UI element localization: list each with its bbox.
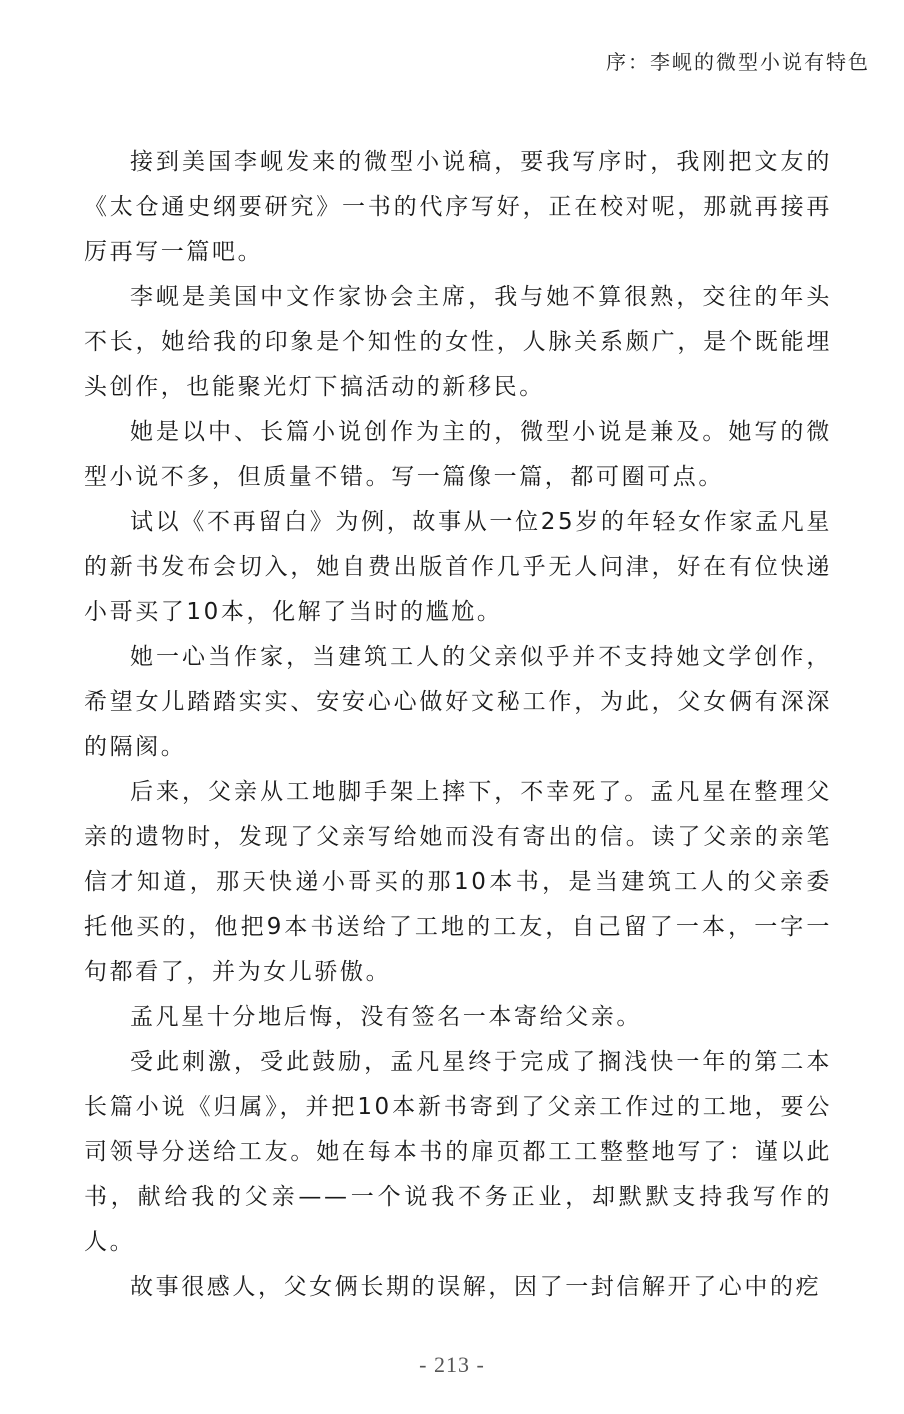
running-header: 序：李岘的微型小说有特色: [606, 50, 870, 74]
paragraph: 她一心当作家，当建筑工人的父亲似乎并不支持她文学创作，希望女儿踏踏实实、安安心心做好文秘工作，为此，父女俩有深深的隔阂。: [84, 644, 832, 760]
paragraph: 接到美国李岘发来的微型小说稿，要我写序时，我刚把文友的《太仓通史纲要研究》一书的代序写好，正在校对呢，那就再接再厉再写一篇吧。: [84, 149, 832, 265]
paragraph: 试以《不再留白》为例，故事从一位25岁的年轻女作家孟凡星的新书发布会切入，她自费出版首作几乎无人问津，好在有位快递小哥买了10本，化解了当时的尴尬。: [84, 509, 832, 625]
paragraph: 受此刺激，受此鼓励，孟凡星终于完成了搁浅快一年的第二本长篇小说《归属》，并把10本新书寄到了父亲工作过的工地，要公司领导分送给工友。她在每本书的扉页都工工整整地写了：谨以此书，献给我的父亲——一个说我不务正业，却默默支持我写作的人。: [84, 1049, 832, 1255]
paragraph: 故事很感人，父女俩长期的误解，因了一封信解开了心中的疙: [130, 1274, 822, 1300]
paragraph: 她是以中、长篇小说创作为主的，微型小说是兼及。她写的微型小说不多，但质量不错。写一篇像一篇，都可圈可点。: [84, 419, 832, 490]
paragraph: 后来，父亲从工地脚手架上摔下，不幸死了。孟凡星在整理父亲的遗物时，发现了父亲写给她而没有寄出的信。读了父亲的亲笔信才知道，那天快递小哥买的那10本书，是当建筑工人的父亲委托他买的，他把9本书送给了工地的工友，自己留了一本，一字一句都看了，并为女儿骄傲。: [84, 779, 832, 985]
paragraph: 孟凡星十分地后悔，没有签名一本寄给父亲。: [130, 1004, 642, 1030]
page-number: - 213 -: [419, 1352, 485, 1377]
body-text: [84, 140, 832, 1310]
paragraph: 李岘是美国中文作家协会主席，我与她不算很熟，交往的年头不长，她给我的印象是个知性的女性，人脉关系颇广，是个既能埋头创作，也能聚光灯下搞活动的新移民。: [84, 284, 832, 400]
